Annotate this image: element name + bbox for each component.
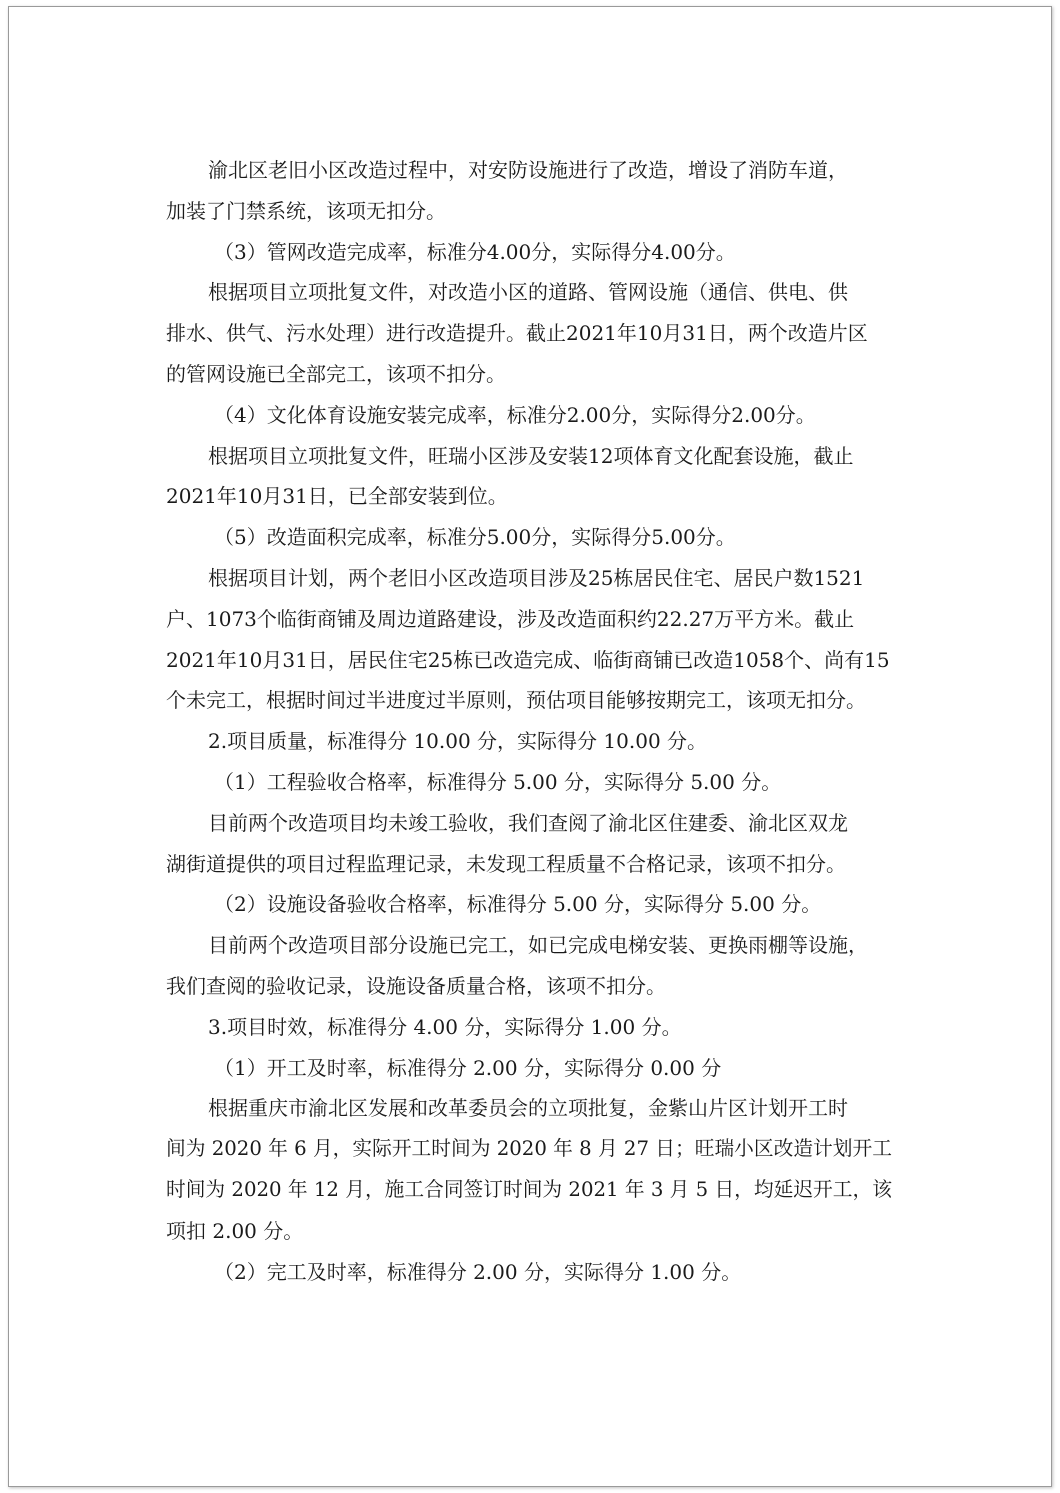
text-line: 的管网设施已全部完工，该项不扣分。 bbox=[166, 361, 506, 386]
text-line: 目前两个改造项目均未竣工验收，我们查阅了渝北区住建委、渝北区双龙 bbox=[208, 810, 848, 835]
text-line: 渝北区老旧小区改造过程中，对安防设施进行了改造，增设了消防车道， bbox=[208, 158, 848, 182]
text-line: 户、1073个临街商铺及周边道路建设，涉及改造面积约22.27万平方米。截止 bbox=[166, 606, 855, 631]
document-body bbox=[166, 150, 896, 1292]
text-line: （3）管网改造完成率，标准分4.00分，实际得分4.00分。 bbox=[214, 239, 736, 264]
text-line: 根据项目立项批复文件，对改造小区的道路、管网设施（通信、供电、供 bbox=[208, 280, 848, 305]
text-line: 我们查阅的验收记录，设施设备质量合格，该项不扣分。 bbox=[166, 973, 666, 998]
text-line: 加装了门禁系统，该项无扣分。 bbox=[166, 198, 446, 223]
text-line: 项扣 2.00 分。 bbox=[166, 1218, 304, 1243]
text-line: （5）改造面积完成率，标准分5.00分，实际得分5.00分。 bbox=[214, 525, 736, 550]
text-line: 时间为 2020 年 12 月，施工合同签订时间为 2021 年 3 月 5 日，均延迟开工，该 bbox=[166, 1177, 892, 1201]
text-line: （2）设施设备验收合格率，标准得分 5.00 分，实际得分 5.00 分。 bbox=[214, 892, 822, 917]
text-line: 目前两个改造项目部分设施已完工，如已完成电梯安装、更换雨棚等设施， bbox=[208, 933, 868, 958]
text-line: 2021年10月31日，居民住宅25栋已改造完成、临街商铺已改造1058个、尚有15 bbox=[166, 647, 890, 672]
text-line: 根据项目计划，两个老旧小区改造项目涉及25栋居民住宅、居民户数1521 bbox=[208, 565, 865, 590]
text-line: 排水、供气、污水处理）进行改造提升。截止2021年10月31日，两个改造片区 bbox=[166, 321, 868, 346]
text-line: 根据重庆市渝北区发展和改革委员会的立项批复，金紫山片区计划开工时 bbox=[208, 1096, 848, 1121]
text-line: 3.项目时效，标准得分 4.00 分，实际得分 1.00 分。 bbox=[208, 1014, 682, 1039]
text-line: 2.项目质量，标准得分 10.00 分，实际得分 10.00 分。 bbox=[208, 729, 708, 754]
text-line: （1）工程验收合格率，标准得分 5.00 分，实际得分 5.00 分。 bbox=[214, 769, 782, 794]
text-line: （1）开工及时率，标准得分 2.00 分，实际得分 0.00 分 bbox=[214, 1055, 722, 1080]
text-line: 间为 2020 年 6 月，实际开工时间为 2020 年 8 月 27 日；旺瑞小区改造计划开工 bbox=[166, 1137, 892, 1161]
text-line: （4）文化体育设施安装完成率，标准分2.00分，实际得分2.00分。 bbox=[214, 402, 816, 427]
text-line: 湖街道提供的项目过程监理记录，未发现工程质量不合格记录，该项不扣分。 bbox=[166, 851, 846, 876]
text-line: 2021年10月31日，已全部安装到位。 bbox=[166, 484, 508, 509]
text-line: 个未完工，根据时间过半进度过半原则，预估项目能够按期完工，该项无扣分。 bbox=[166, 688, 866, 713]
document-page bbox=[8, 6, 1052, 1487]
text-line: 根据项目立项批复文件，旺瑞小区涉及安装12项体育文化配套设施，截止 bbox=[208, 443, 854, 468]
text-line: （2）完工及时率，标准得分 2.00 分，实际得分 1.00 分。 bbox=[214, 1259, 742, 1284]
